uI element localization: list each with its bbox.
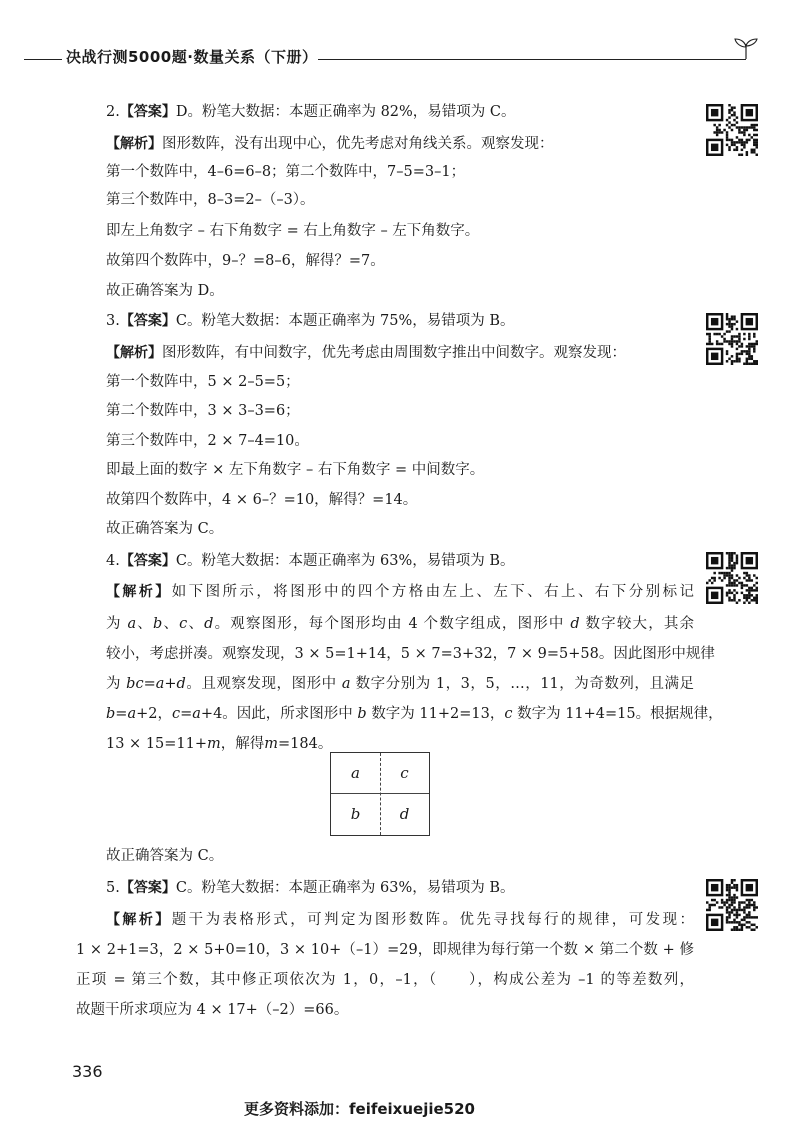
q4-conclusion: 故正确答案为 C。 (106, 848, 224, 864)
q4-analysis-text: 如下图所示，将图形中的四个方格由左上、左下、右上、右下分别标记 (171, 584, 695, 600)
q4-text: 数字分别为 1，3，5，…，11，为奇数列，且满足 (355, 676, 695, 692)
q3-line: 故第四个数阵中，4 × 6–？=10，解得？=14。 (106, 492, 418, 508)
q3-answer-text: C。粉笔大数据：本题正确率为 75%，易错项为 B。 (175, 313, 515, 329)
q4-text: 数字为 11+2=13， (371, 706, 505, 722)
q3-line: 第三个数阵中，2 × 7–4=10。 (106, 433, 309, 449)
q4-line: 为 a、b、c、d。观察图形，每个图形均由 4 个数字组成，图形中 d 数字较大，其余 (106, 616, 695, 632)
q3-line: 即最上面的数字 × 左下角数字 – 右下角数字 = 中间数字。 (106, 462, 485, 478)
q2-line: 第三个数阵中，8–3=2–（–3）。 (106, 192, 315, 208)
q4-line: 较小，考虑拼凑。观察发现，3 × 5=1+14，5 × 7=3+32，7 × 9=5+58。因此图形中规律 (106, 646, 715, 662)
q5-line: 正项 = 第三个数，其中修正项依次为 1，0，–1，（ ），构成公差为 –1 的等差数列， (76, 972, 694, 988)
q3-number: 3. (106, 313, 120, 329)
q4-text: 。因此，所求图形中 (222, 706, 353, 722)
q4-text: =184。 (278, 736, 333, 752)
q4-text: ，解得 (220, 736, 265, 752)
qr-code-icon (706, 104, 758, 156)
answer-label: 【答案】 (119, 880, 176, 896)
q4-text: 观察图形，每个图形均由 4 个数字组成，图形中 (230, 616, 565, 632)
q4-text: 数字为 11+4=15。根据规律， (517, 706, 723, 722)
q4-answer-line (106, 551, 515, 571)
q2-line: 故第四个数阵中，9–？=8–6，解得？=7。 (106, 253, 385, 269)
q3-answer-line (106, 311, 515, 331)
answer-label: 【答案】 (119, 553, 176, 569)
q3-line: 第二个数阵中，3 × 3–3=6； (106, 403, 300, 419)
analysis-label: 【解析】 (106, 584, 172, 600)
q3-line: 第一个数阵中，5 × 2–5=5； (106, 374, 300, 390)
q4-line: 为 bc=a+d。且观察发现，图形中 a 数字分别为 1，3，5，…，11，为奇数列，且满足 (106, 676, 695, 692)
analysis-label: 【解析】 (106, 136, 162, 152)
q5-line: 1 × 2+1=3，2 × 5+0=10，3 × 10+（–1）=29，即规律为每行第一个数 × 第二个数 + 修 (76, 942, 694, 958)
q2-analysis-line (106, 134, 554, 154)
footer-note: 更多资料添加：feifeixuejie520 (244, 1100, 475, 1118)
header-rule-left (24, 59, 62, 60)
q5-answer-line (106, 878, 515, 898)
q4-line: 13 × 15=11+m，解得m=184。 (106, 736, 333, 752)
q3-analysis-line (106, 343, 626, 363)
analysis-label: 【解析】 (106, 912, 172, 928)
qr-code-icon (706, 552, 758, 604)
header-rule-right (318, 59, 746, 60)
leaf-icon (732, 38, 760, 60)
q2-line: 第一个数阵中，4–6=6–8；第二个数阵中，7–5=3–1； (106, 164, 466, 180)
q5-analysis-text: 题干为表格形式，可判定为图形数阵。优先寻找每行的规律，可发现： (171, 912, 695, 928)
answer-label: 【答案】 (119, 313, 176, 329)
grid-cell-a: a (351, 764, 360, 782)
q2-line: 即左上角数字 – 右下角数字 = 右上角数字 – 左下角数字。 (106, 223, 480, 239)
q5-line: 故题干所求项应为 4 × 17+（–2）=66。 (76, 1002, 349, 1018)
q4-line: b=a+2，c=a+4。因此，所求图形中 b 数字为 11+2=13，c 数字为 11+4=15。根据规律， (106, 706, 723, 722)
qr-code-icon (706, 313, 758, 365)
q3-analysis-text: 图形数阵，有中间数字，优先考虑由周围数字推出中间数字。观察发现： (162, 345, 626, 361)
q2-answer-line (106, 102, 516, 122)
page-number: 336 (72, 1062, 103, 1081)
q5-analysis-line (106, 910, 694, 930)
grid-cell-d: d (399, 805, 410, 823)
analysis-label: 【解析】 (106, 345, 162, 361)
q2-answer-text: D。粉笔大数据：本题正确率为 82%，易错项为 C。 (175, 104, 516, 120)
q4-number: 4. (106, 553, 120, 569)
q4-analysis-line (106, 582, 694, 602)
grid-cell-b: b (350, 805, 361, 823)
qr-code-icon (706, 879, 758, 931)
q3-conclusion: 故正确答案为 C。 (106, 521, 224, 537)
q2-analysis-text: 图形数阵，没有出现中心，优先考虑对角线关系。观察发现： (162, 136, 554, 152)
q5-answer-text: C。粉笔大数据：本题正确率为 63%，易错项为 B。 (175, 880, 515, 896)
q4-text: 。且观察发现，图形中 (185, 676, 337, 692)
grid-cell-c: c (400, 764, 409, 782)
label-grid-figure (330, 752, 430, 836)
answer-label: 【答案】 (119, 104, 176, 120)
q4-text: 13 × 15=11+ (106, 736, 208, 752)
q4-answer-text: C。粉笔大数据：本题正确率为 63%，易错项为 B。 (175, 553, 515, 569)
q5-number: 5. (106, 880, 120, 896)
header-title: 决战行测5000题·数量关系（下册） (66, 48, 318, 66)
q2-number: 2. (106, 104, 120, 120)
q2-conclusion: 故正确答案为 D。 (106, 283, 224, 299)
running-header (0, 38, 800, 78)
